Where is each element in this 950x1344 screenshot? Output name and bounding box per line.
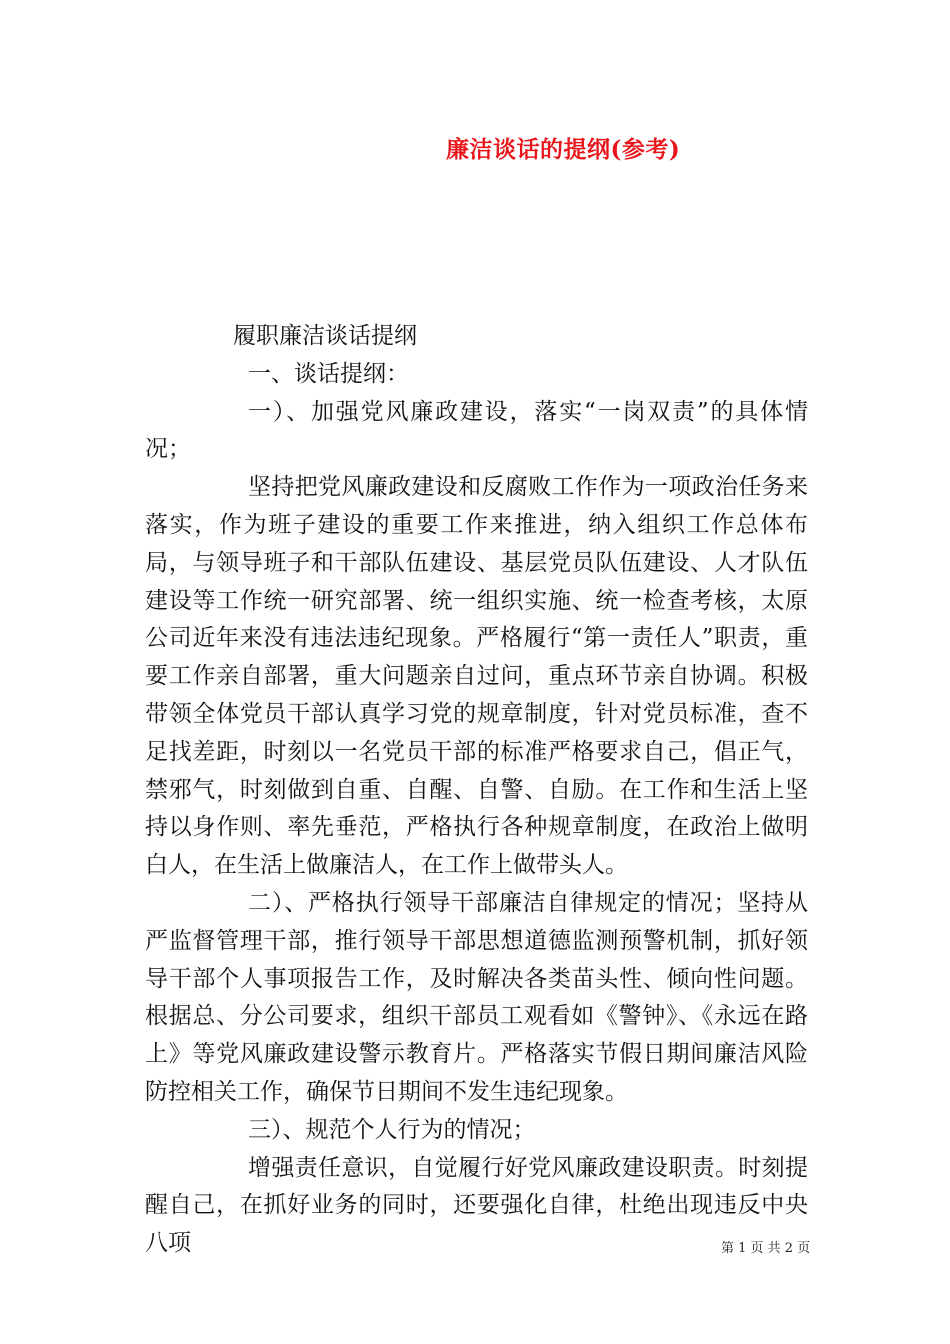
document-body — [145, 318, 811, 1263]
paragraph-heading: 履职廉洁谈话提纲 — [233, 323, 417, 349]
paragraph-section-heading: 一、谈话提纲： — [248, 360, 409, 387]
document-title: 廉洁谈话的提纲(参考) — [446, 136, 681, 163]
paragraph-body-3: 增强责任意识，自觉履行好党风廉政建设职责。时刻提醒自己，在抓好业务的同时，还要强化自律，杜绝出现违反中央八项 — [145, 1154, 808, 1257]
paragraph-subheading-2: 二）、严格执行领导干部廉洁自律规定的情况；坚持从严监督管理干部，推行领导干部思想道德监测预警机制，抓好领导干部个人事项报告工作，及时解决各类苗头性、倾向性问题。根据总、分公司要求，组织干部员工观看如《警钟》、《永远在路上》等党风廉政建设警示教育片。严格落实节假日期间廉洁风险防控相关工作，确保节日期间不发生违纪现象。 — [145, 889, 808, 1105]
page-footer: 第 1 页 共 2 页 — [721, 1241, 811, 1256]
paragraph-body-1: 坚持把党风廉政建设和反腐败工作作为一项政治任务来落实，作为班子建设的重要工作来推进，纳入组织工作总体布局，与领导班子和干部队伍建设、基层党员队伍建设、人才队伍建设等工作统一研究部署、统一组织实施、统一检查考核，太原公司近年来没有违法违纪现象。严格履行“第一责任人”职责，重要工作亲自部署，重大问题亲自过问，重点环节亲自协调。积极带领全体党员干部认真学习党的规章制度，针对党员标准，查不足找差距，时刻以一名党员干部的标准严格要求自己，倡正气，禁邪气，时刻做到自重、自醒、自警、自励。在工作和生活上坚持以身作则、率先垂范，严格执行各种规章制度，在政治上做明白人，在生活上做廉洁人，在工作上做带头人。 — [145, 474, 808, 879]
paragraph-subheading-1: 一）、加强党风廉政建设，落实“一岗双责”的具体情况； — [145, 398, 808, 463]
paragraph-subheading-3: 三）、规范个人行为的情况； — [248, 1116, 536, 1143]
